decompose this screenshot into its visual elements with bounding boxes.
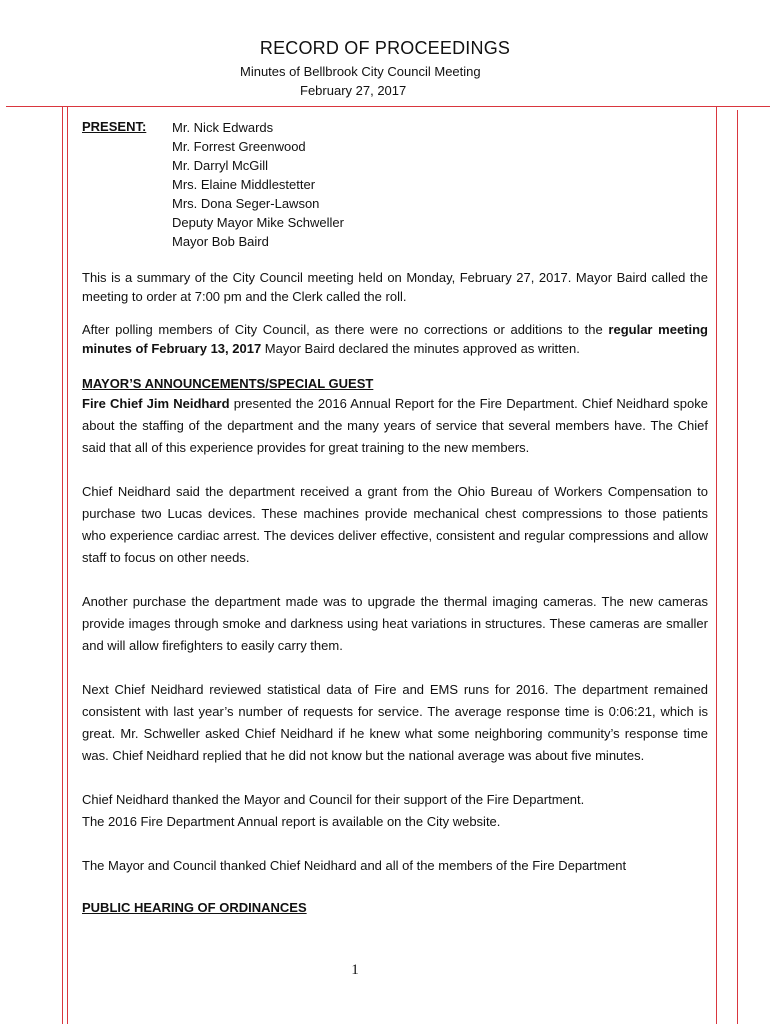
present-member: Mr. Nick Edwards [172, 120, 274, 135]
right-margin-rule-outer [737, 110, 738, 1024]
fire-report-paragraph [82, 393, 708, 459]
present-member: Mr. Forrest Greenwood [172, 139, 306, 154]
minutes-approval-text: After polling members of City Council, as there were no corrections or additions to the [82, 322, 609, 337]
minutes-body [82, 268, 708, 917]
meeting-date: February 27, 2017 [300, 83, 407, 98]
page-number: 1 [351, 962, 359, 978]
present-member: Mr. Darryl McGill [172, 158, 269, 173]
fire-chief-name: Fire Chief Jim Neidhard [82, 396, 230, 411]
left-margin-rule-inner [67, 106, 68, 1024]
minutes-reference: regular meeting minutes of February 13, 2017 [82, 322, 708, 356]
thanks-line: Chief Neidhard thanked the Mayor and Council for their support of the Fire Department. [82, 792, 585, 807]
left-margin-rule-outer [62, 106, 63, 1024]
present-member: Mayor Bob Baird [172, 234, 269, 249]
annual-report-line: The 2016 Fire Department Annual report is available on the City website. [82, 814, 501, 829]
present-label: PRESENT: [82, 119, 147, 134]
fire-report-text: presented the 2016 Annual Report for the Fire Department. Chief Neidhard spoke about the staffing of the department and the many years of service that several members have. The Chief said that all of this experience provides for great training to the new members. [82, 396, 708, 455]
council-thanks-line: The Mayor and Council thanked Chief Neidhard and all of the members of the Fire Department [82, 858, 627, 873]
meeting-name: Minutes of Bellbrook City Council Meeting [240, 64, 481, 79]
present-member: Deputy Mayor Mike Schweller [172, 215, 344, 230]
document-title: RECORD OF PROCEEDINGS [259, 38, 511, 58]
announcements-heading: MAYOR’S ANNOUNCEMENTS/SPECIAL GUEST [82, 376, 374, 391]
document-header [0, 38, 770, 98]
right-margin-rule-inner [716, 106, 717, 1024]
thermal-cameras-paragraph: Another purchase the department made was to upgrade the thermal imaging cameras. The new cameras provide images through smoke and darkness using heat variations in structures. These cameras are smaller and will allow firefighters to easily carry them. [82, 594, 708, 653]
header-rule [6, 106, 770, 107]
public-hearing-heading: PUBLIC HEARING OF ORDINANCES [82, 900, 307, 915]
present-member-list [172, 118, 344, 251]
statistics-paragraph: Next Chief Neidhard reviewed statistical data of Fire and EMS runs for 2016. The department remained consistent with last year’s number of requests for service. The average response time is 0:06:21, which is great. Mr. Schweller asked Chief Neidhard if he knew what some neighboring community’s response time was. Chief Neidhard replied that he did not know but the national average was about five minutes. [82, 682, 708, 763]
present-member: Mrs. Elaine Middlestetter [172, 177, 316, 192]
minutes-approval-paragraph [82, 320, 708, 358]
minutes-approval-text-end: Mayor Baird declared the minutes approved as written. [261, 341, 580, 356]
grant-paragraph: Chief Neidhard said the department received a grant from the Ohio Bureau of Workers Compensation to purchase two Lucas devices. These machines provide mechanical chest compressions to those patients who experience cardiac arrest. The devices deliver effective, consistent and regular compressions and allow staff to focus on other needs. [82, 484, 708, 565]
meeting-summary-paragraph: This is a summary of the City Council meeting held on Monday, February 27, 2017. Mayor Baird called the meeting to order at 7:00 pm and the Clerk called the roll. [82, 270, 708, 304]
present-member: Mrs. Dona Seger-Lawson [172, 196, 320, 211]
